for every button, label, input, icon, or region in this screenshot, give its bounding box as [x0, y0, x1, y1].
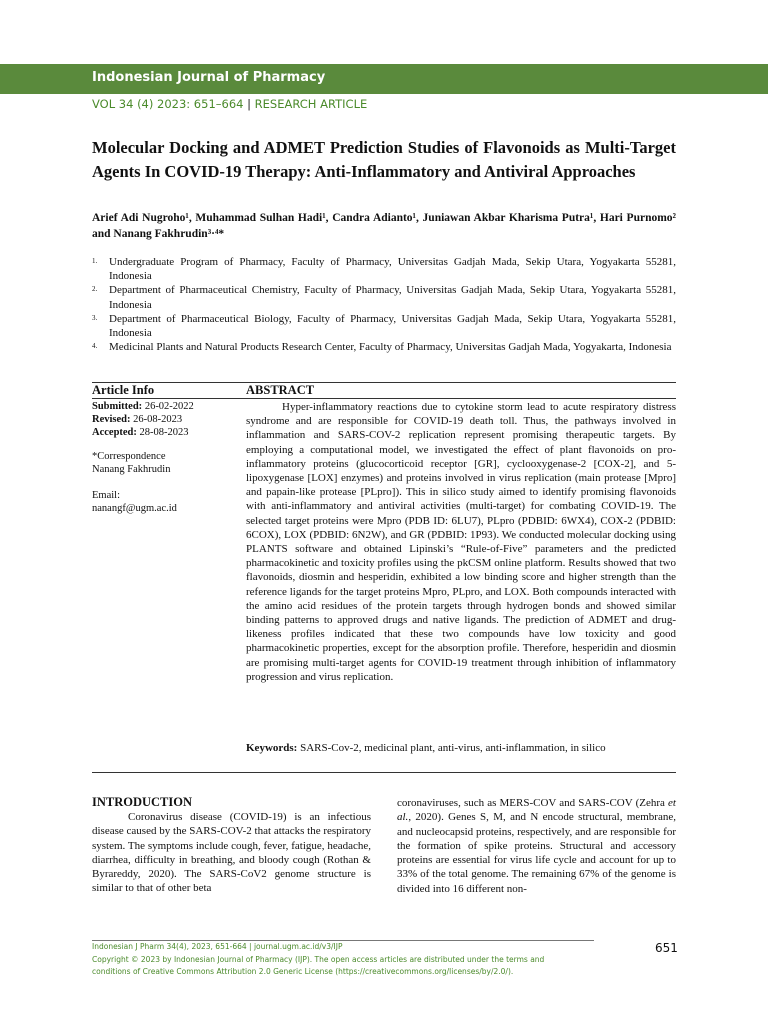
page-number: 651 — [655, 941, 678, 955]
accepted-row — [92, 426, 242, 439]
submitted-row — [92, 400, 242, 413]
correspondence-name: Nanang Fakhrudin — [92, 464, 171, 475]
article-title: Molecular Docking and ADMET Prediction Studies of Flavonoids as Multi-Target Agents In COVID-19 Therapy: Anti-Inflammatory and Antiviral Approaches — [92, 138, 676, 181]
volume-line — [92, 97, 367, 111]
accepted-label: Accepted: — [92, 427, 137, 438]
info-rule-mid — [92, 398, 676, 399]
introduction-right-text-b: , 2020). Genes S, M, and N encode structural, membrane, and nucleocapsid proteins, respectively, and are responsible for the formation of spike proteins. Structural and accessory proteins are essential for virus life cycle and account for up to 33% of the total genome. The remaining 67% of the genome is divided into 16 different non- — [397, 811, 676, 895]
keywords-label: Keywords: — [246, 742, 298, 754]
affiliation-item — [92, 312, 676, 340]
affiliation-item — [92, 255, 676, 283]
affiliation-text: Department of Pharmaceutical Biology, Faculty of Pharmacy, Universitas Gadjah Mada, Sekip Utara, Yogyakarta 55281, Indonesia — [109, 312, 676, 340]
submitted-date: 26-02-2022 — [144, 401, 194, 412]
submitted-label: Submitted: — [92, 401, 143, 412]
footer-rule — [92, 940, 594, 941]
affiliation-item — [92, 340, 676, 354]
volume-info: VOL 34 (4) 2023: 651–664 — [92, 97, 244, 111]
revised-date: 26-08-2023 — [133, 414, 183, 425]
introduction-heading: INTRODUCTION — [92, 795, 193, 809]
introduction-right-column — [397, 796, 676, 896]
author-list: Arief Adi Nugroho¹, Muhammad Sulhan Hadi¹, Candra Adianto¹, Juniawan Akbar Kharisma Putra¹, Hari Purnomo² and Nanang Fakhrudin³·⁴* — [92, 212, 676, 240]
footer-copyright — [92, 954, 612, 978]
revised-row — [92, 413, 242, 426]
article-info-panel — [92, 400, 242, 515]
affiliation-list — [92, 255, 676, 354]
affiliation-text: Undergraduate Program of Pharmacy, Faculty of Pharmacy, Universitas Gadjah Mada, Sekip Utara, Yogyakarta 55281, Indonesia — [109, 256, 676, 283]
affiliation-item — [92, 283, 676, 311]
affiliation-text: Department of Pharmaceutical Chemistry, Faculty of Pharmacy, Universitas Gadjah Mada, Sekip Utara, Yogyakarta 55281, Indonesia — [109, 284, 676, 311]
copyright-line-1: Copyright © 2023 by Indonesian Journal of Pharmacy (IJP). The open access articles are distributed under the terms and — [92, 955, 545, 964]
journal-header-bar — [0, 64, 768, 94]
journal-name: Indonesian Journal of Pharmacy — [92, 70, 326, 85]
keywords-row — [246, 741, 676, 755]
info-rule-top — [92, 382, 676, 383]
introduction-left-text: Coronavirus disease (COVID-19) is an infectious disease caused by the SARS-COV-2 that attacks the respiratory system. The symptoms include cough, fever, fatigue, headache, diarrhea, difficulty in breathing, and bloody cough (Rothan & Byrareddy, 2020). The SARS-CoV2 genome structure is similar to that of other beta — [92, 811, 371, 895]
abstract-bottom-rule — [92, 772, 676, 773]
abstract-heading: ABSTRACT — [246, 383, 315, 397]
volume-separator: | — [247, 97, 251, 111]
affiliation-number: 2. — [92, 285, 98, 294]
footer-citation[interactable]: Indonesian J Pharm 34(4), 2023, 651-664 | journal.ugm.ac.id/v3/IJP — [92, 942, 343, 951]
email-label: Email: — [92, 490, 120, 501]
introduction-right-text-a: coronaviruses, such as MERS-COV and SARS-COV (Zehra — [397, 797, 669, 809]
introduction-left-column — [92, 810, 371, 896]
abstract-text: Hyper-inflammatory reactions due to cytokine storm lead to acute respiratory distress syndrome and are responsible for COVID-19 death toll. Thus, the pathways involved in inflammation and SARS-COV-2 replication represent promising therapeutic targets. By employing a computational model, we investigated the effect of plant flavonoids on pro-inflammatory proteins (glucocorticoid receptor [GR], cyclooxygenase-2 [COX-2], and 5-lipoxygenase [LOX] enzymes) and proteins involved in virus replication (main protease [Mpro] and papain-like protease [PLpro]). This in silico study aimed to identify promising flavonoids with anti-inflammatory and antiviral activities (multi-target) for combating COVID-19. The selected target proteins were Mpro (PDB ID: 6LU7), PLpro (PDBID: 6WX4), COX-2 (PDBID: 6COX), LOX (PDBID: 6N2W), and GR (PDBID: 1P93). We conducted molecular docking using PLANTS software and obtained Lipinski’s “Rule-of-Five” parameters and the predicted pharmacokinetic and toxicity profiles using the pkCSM online platform. Results showed that two flavonoids, diosmin and hesperidin, exhibited a low binding score and higher strength than the reference ligands for the target proteins Mpro, PLpro, and LOX. Both compounds interacted with the amino acid residues of the protein targets through hydrogen bonds and showed similar binding patterns to approved drugs and native ligands. The prediction of ADMET and drug-likeness profiles indicated that these two compounds have low toxicity and good pharmacokinetic properties, except for the absorption profile. Therefore, hesperidin and diosmin are promising multi-target agents for COVID-19 treatment through inhibition of inflammatory progression and virus replication. — [246, 401, 676, 683]
revised-label: Revised: — [92, 414, 131, 425]
introduction-etal: et al. — [397, 797, 676, 824]
copyright-line-2[interactable]: conditions of Creative Commons Attribution 2.0 Generic License (https://creativecommons.org/licenses/by/2.0/). — [92, 967, 514, 976]
abstract-body — [246, 400, 676, 684]
article-type: RESEARCH ARTICLE — [254, 97, 368, 111]
accepted-date: 28-08-2023 — [139, 427, 189, 438]
keywords-text: SARS-Cov-2, medicinal plant, anti-virus, anti-inflammation, in silico — [300, 742, 606, 754]
article-info-heading: Article Info — [92, 383, 155, 397]
affiliation-number: 1. — [92, 257, 98, 265]
email-link[interactable]: nanangf@ugm.ac.id — [92, 503, 177, 514]
affiliation-number: 3. — [92, 313, 98, 322]
correspondence-label: *Correspondence — [92, 451, 166, 462]
affiliation-number: 4. — [92, 342, 98, 351]
affiliation-text: Medicinal Plants and Natural Products Research Center, Faculty of Pharmacy, Universitas Gadjah Mada, Yogyakarta, Indonesia — [109, 341, 672, 354]
